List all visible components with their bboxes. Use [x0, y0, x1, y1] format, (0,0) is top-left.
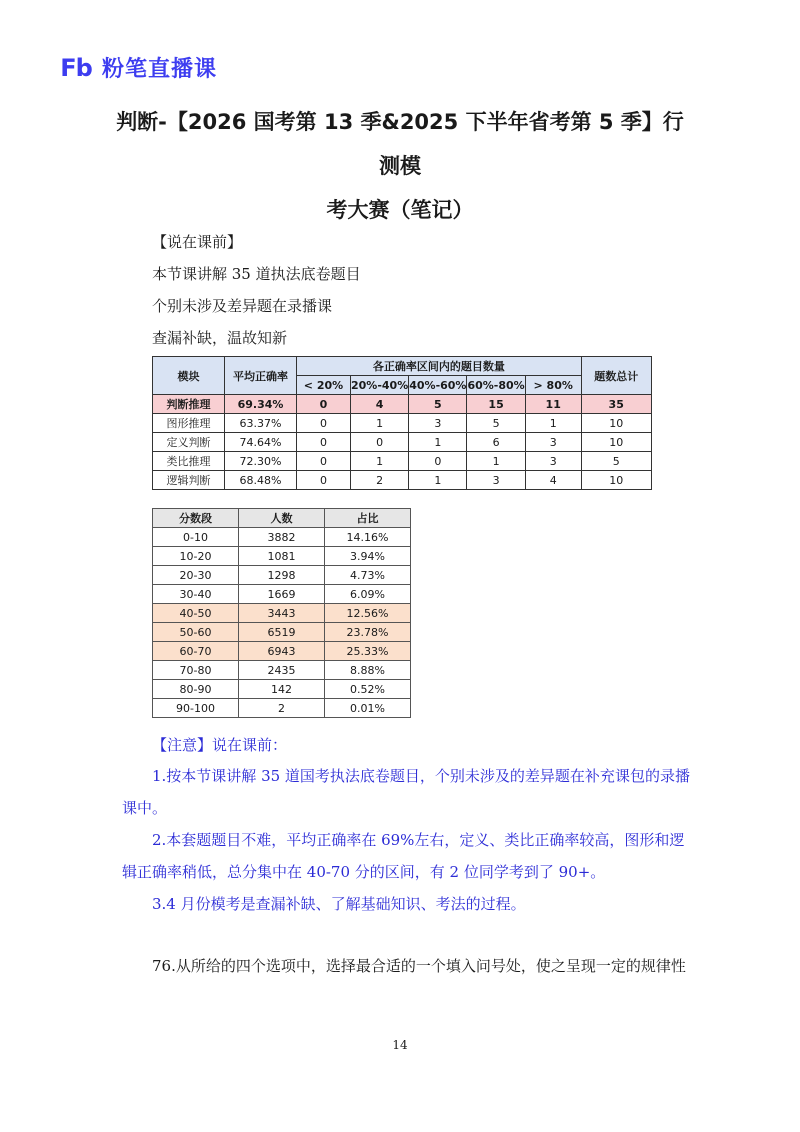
- header-share: 占比: [325, 509, 411, 528]
- header-range: 60%-80%: [467, 376, 525, 395]
- cell: 11: [525, 395, 581, 414]
- table-row: [153, 566, 411, 585]
- cell: 3443: [239, 604, 325, 623]
- intro-line: 查漏补缺，温故知新: [152, 329, 288, 347]
- cell: 0-10: [153, 528, 239, 547]
- cell: 0: [297, 414, 351, 433]
- intro-heading: 【说在课前】: [152, 233, 243, 251]
- cell: 20-30: [153, 566, 239, 585]
- cell: 判断推理: [153, 395, 225, 414]
- fb-logo-icon: Fb: [60, 53, 92, 82]
- cell: 3: [525, 452, 581, 471]
- intro-section: [152, 226, 361, 354]
- cell: 6943: [239, 642, 325, 661]
- cell: 6: [467, 433, 525, 452]
- table-row: [153, 699, 411, 718]
- header-avg-accuracy: 平均正确率: [225, 357, 297, 395]
- cell: 70-80: [153, 661, 239, 680]
- cell: 1669: [239, 585, 325, 604]
- table-row: [153, 471, 652, 490]
- cell: 1: [351, 452, 409, 471]
- cell: 6.09%: [325, 585, 411, 604]
- cell: 10: [581, 471, 651, 490]
- cell: 4: [525, 471, 581, 490]
- cell: 3: [467, 471, 525, 490]
- header-count: 人数: [239, 509, 325, 528]
- accuracy-table: [152, 356, 652, 490]
- table-row: [153, 623, 411, 642]
- cell: 40-50: [153, 604, 239, 623]
- table-row: [153, 604, 411, 623]
- header-range: > 80%: [525, 376, 581, 395]
- cell: 1: [525, 414, 581, 433]
- cell: 68.48%: [225, 471, 297, 490]
- header-range: < 20%: [297, 376, 351, 395]
- note-item: 1.按本节课讲解 35 道国考执法底卷题目，个别未涉及的差异题在补充课包的录播课中。: [122, 767, 690, 817]
- cell: 8.88%: [325, 661, 411, 680]
- cell: 15: [467, 395, 525, 414]
- table-row: [153, 452, 652, 471]
- cell: 69.34%: [225, 395, 297, 414]
- cell: 1: [409, 433, 467, 452]
- cell: 63.37%: [225, 414, 297, 433]
- cell: 90-100: [153, 699, 239, 718]
- cell: 0: [297, 395, 351, 414]
- cell: 12.56%: [325, 604, 411, 623]
- title-line-1: 判断-【2026 国考第 13 季&2025 下半年省考第 5 季】行测模: [116, 110, 684, 178]
- title-line-2: 考大赛（笔记）: [326, 198, 474, 222]
- brand-name: 粉笔直播课: [102, 57, 218, 82]
- cell: 1298: [239, 566, 325, 585]
- cell: 50-60: [153, 623, 239, 642]
- cell: 0: [351, 433, 409, 452]
- table-row: [153, 433, 652, 452]
- score-distribution-table: [152, 508, 411, 718]
- table-row: [153, 585, 411, 604]
- cell: 0.01%: [325, 699, 411, 718]
- cell: 2: [239, 699, 325, 718]
- cell: 逻辑判断: [153, 471, 225, 490]
- cell: 23.78%: [325, 623, 411, 642]
- cell: 72.30%: [225, 452, 297, 471]
- document-title: [110, 100, 690, 232]
- header-accuracy-ranges: 各正确率区间内的题目数量: [297, 357, 582, 376]
- cell: 4: [351, 395, 409, 414]
- table-row: [153, 680, 411, 699]
- cell: 10: [581, 433, 651, 452]
- cell: 14.16%: [325, 528, 411, 547]
- header-range: 40%-60%: [409, 376, 467, 395]
- table-row: [153, 661, 411, 680]
- cell: 0: [409, 452, 467, 471]
- cell: 0: [297, 433, 351, 452]
- cell: 6519: [239, 623, 325, 642]
- cell: 1081: [239, 547, 325, 566]
- cell: 30-40: [153, 585, 239, 604]
- cell: 1: [409, 471, 467, 490]
- cell: 60-70: [153, 642, 239, 661]
- cell: 5: [409, 395, 467, 414]
- intro-line: 个别未涉及差异题在录播课: [152, 297, 333, 315]
- cell: 2435: [239, 661, 325, 680]
- cell: 2: [351, 471, 409, 490]
- cell: 0: [297, 471, 351, 490]
- cell: 0.52%: [325, 680, 411, 699]
- cell: 5: [467, 414, 525, 433]
- question-text: 76.从所给的四个选项中，选择最合适的一个填入问号处，使之呈现一定的规律性: [152, 957, 686, 975]
- cell: 5: [581, 452, 651, 471]
- cell: 3.94%: [325, 547, 411, 566]
- cell: 10-20: [153, 547, 239, 566]
- note-item: 2.本套题题目不难，平均正确率在 69%左右，定义、类比正确率较高，图形和逻辑正确率稍低，总分集中在 40-70 分的区间，有 2 位同学考到了 90+。: [122, 831, 685, 881]
- header-total: 题数总计: [581, 357, 651, 395]
- page-number: 14: [392, 1038, 408, 1052]
- cell: 25.33%: [325, 642, 411, 661]
- cell: 74.64%: [225, 433, 297, 452]
- note-item: 3.4 月份模考是查漏补缺、了解基础知识、考法的过程。: [152, 895, 526, 913]
- table-row: [153, 528, 411, 547]
- table-row: [153, 547, 411, 566]
- cell: 4.73%: [325, 566, 411, 585]
- cell: 80-90: [153, 680, 239, 699]
- table-row: [153, 414, 652, 433]
- header-module: 模块: [153, 357, 225, 395]
- cell: 3: [525, 433, 581, 452]
- cell: 0: [297, 452, 351, 471]
- cell: 35: [581, 395, 651, 414]
- cell: 10: [581, 414, 651, 433]
- notes-section: [122, 730, 692, 920]
- notes-heading: 【注意】说在课前：: [152, 736, 288, 754]
- cell: 定义判断: [153, 433, 225, 452]
- cell: 142: [239, 680, 325, 699]
- cell: 1: [467, 452, 525, 471]
- table-row: [153, 642, 411, 661]
- header-range: 20%-40%: [351, 376, 409, 395]
- cell: 类比推理: [153, 452, 225, 471]
- intro-line: 本节课讲解 35 道执法底卷题目: [152, 265, 361, 283]
- cell: 3882: [239, 528, 325, 547]
- cell: 1: [351, 414, 409, 433]
- cell: 图形推理: [153, 414, 225, 433]
- brand-logo: [56, 52, 217, 83]
- table-row: [153, 395, 652, 414]
- header-score-range: 分数段: [153, 509, 239, 528]
- cell: 3: [409, 414, 467, 433]
